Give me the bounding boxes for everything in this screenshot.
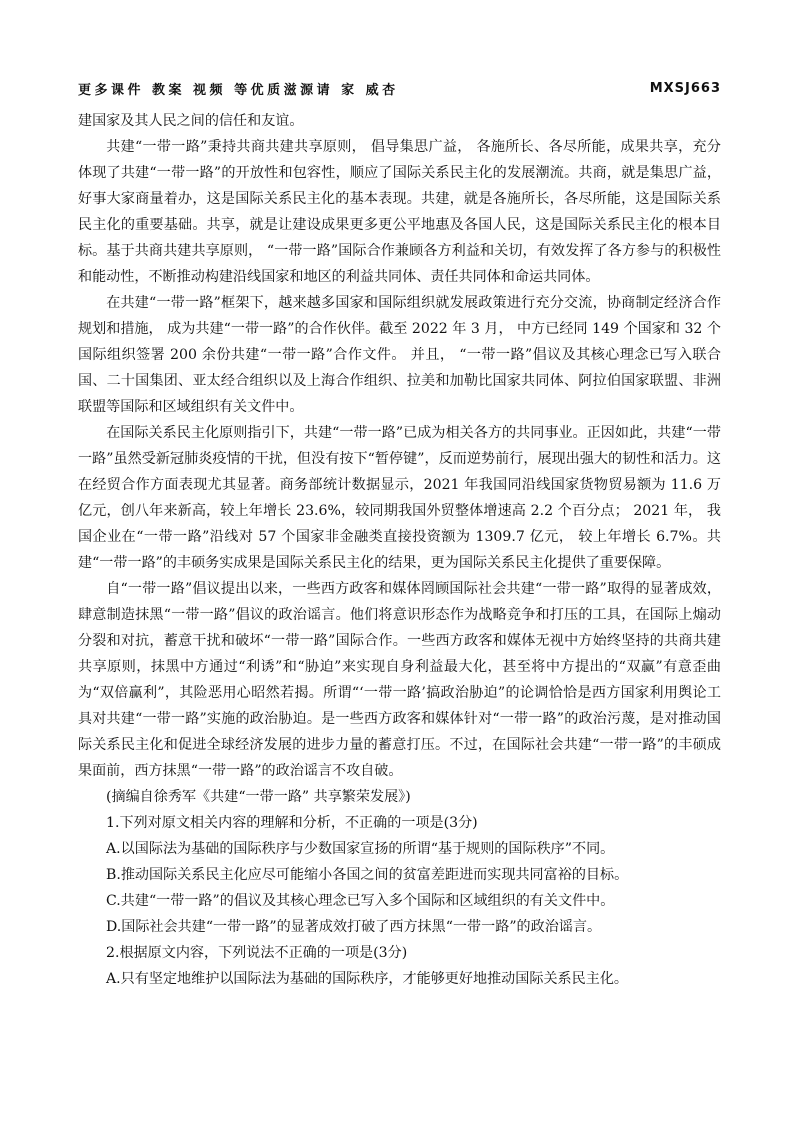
- question-option: A.以国际法为基础的国际秩序与少数国家宣扬的所谓“基于规则的国际秩序”不同。: [106, 841, 615, 857]
- header-promo-text: 更多课件 教案 视频 等优质滋源请 家 威杏: [78, 82, 399, 98]
- question-option: C.共建“一带一路”的倡议及其核心理念已写入多个国际和区域组织的有关文件中。: [106, 893, 615, 909]
- question-option: D.国际社会共建“一带一路”的显著成效打破了西方抹黑“一带一路”的政治谣言。: [106, 919, 602, 935]
- article-paragraph: 在国际关系民主化原则指引下，共建“一带一路”已成为相关各方的共同事业。正因如此，共建“一带一路”虽然受新冠肺炎疫情的干扰，但没有按下“暂停键”，反而逆势前行，展现出强大的韧性和活力。这在经贸合作方面表现尤其显著。商务部统计数据显示，2021 年我国同沿线国家货物贸易额为 11.6 万亿元，创八年来新高，较上年增长 23.6%，较同期我国外贸整体增速高 2.2 个百分点； 2021 年， 我国企业在“一带一路”沿线对 57 个国家非金融类直接投资额为 1309.7 亿元， 较上年增长 6.7%。共建“一带一路”的丰硕务实成果是国际关系民主化的结果，更为国际关系民主化提供了重要保障。: [78, 425, 721, 571]
- header-code: MXSJ663: [649, 80, 721, 96]
- question-option: A.只有坚定地维护以国际法为基础的国际秩序，才能够更好地推动国际关系民主化。: [106, 971, 629, 987]
- continuation-line: 建国家及其人民之间的信任和友谊。: [78, 113, 304, 129]
- document-body: [78, 108, 721, 992]
- question-option: B.推动国际关系民主化应尽可能缩小各国之间的贫富差距进而实现共同富裕的目标。: [106, 867, 629, 883]
- article-source: (摘编自徐秀军《共建“一带一路” 共享繁荣发展》): [106, 789, 411, 805]
- article-paragraph: 共建“一带一路”秉持共商共建共享原则， 倡导集思广益， 各施所长、各尽所能，成果共享，充分体现了共建“一带一路”的开放性和包容性，顺应了国际关系民主化的发展潮流。共商，就是集思广益，好事大家商量着办，这是国际关系民主化的基本表现。共建，就是各施所长，各尽所能，这是国际关系民主化的重要基础。共享，就是让建设成果更多更公平地惠及各国人民，这是国际关系民主化的根本目标。基于共商共建共享原则， “一带一路”国际合作兼顾各方利益和关切，有效发挥了各方参与的积极性和能动性，不断推动构建沿线国家和地区的利益共同体、责任共同体和命运共同体。: [78, 139, 721, 285]
- question-stem: 1.下列对原文相关内容的理解和分析，不正确的一项是(3分): [106, 815, 478, 831]
- page-header: [78, 78, 721, 98]
- article-paragraph: 在共建“一带一路”框架下，越来越多国家和国际组织就发展政策进行充分交流，协商制定经济合作规划和措施， 成为共建“一带一路”的合作伙伴。截至 2022 年 3 月， 中方已经同 149 个国家和 32 个国际组织签署 200 余份共建“一带一路”合作文件。 并且， “一带一路”倡议及其核心理念已写入联合国、二十国集团、亚太经合组织以及上海合作组织、拉美和加勒比国家共同体、阿拉伯国家联盟、非洲联盟等国际和区域组织有关文件中。: [78, 295, 721, 415]
- question-stem: 2.根据原文内容，下列说法不正确的一项是(3分): [106, 945, 408, 961]
- article-paragraph: 自“一带一路”倡议提出以来，一些西方政客和媒体罔顾国际社会共建“一带一路”取得的显著成效，肆意制造抹黑“一带一路”倡议的政治谣言。他们将意识形态作为战略竞争和打压的工具，在国际上煽动分裂和对抗，蓄意干扰和破坏“一带一路”国际合作。一些西方政客和媒体无视中方始终坚持的共商共建共享原则，抹黑中方通过“利诱”和“胁迫”来实现自身利益最大化，甚至将中方提出的“双赢”有意歪曲为“双倍赢利”，其险恶用心昭然若揭。所谓“‘一带一路’搞政治胁迫”的论调恰恰是西方国家利用舆论工具对共建“一带一路”实施的政治胁迫。是一些西方政客和媒体针对“一带一路”的政治污蔑，是对推动国际关系民主化和促进全球经济发展的进步力量的蓄意打压。不过，在国际社会共建“一带一路”的丰硕成果面前，西方抹黑“一带一路”的政治谣言不攻自破。: [78, 581, 721, 779]
